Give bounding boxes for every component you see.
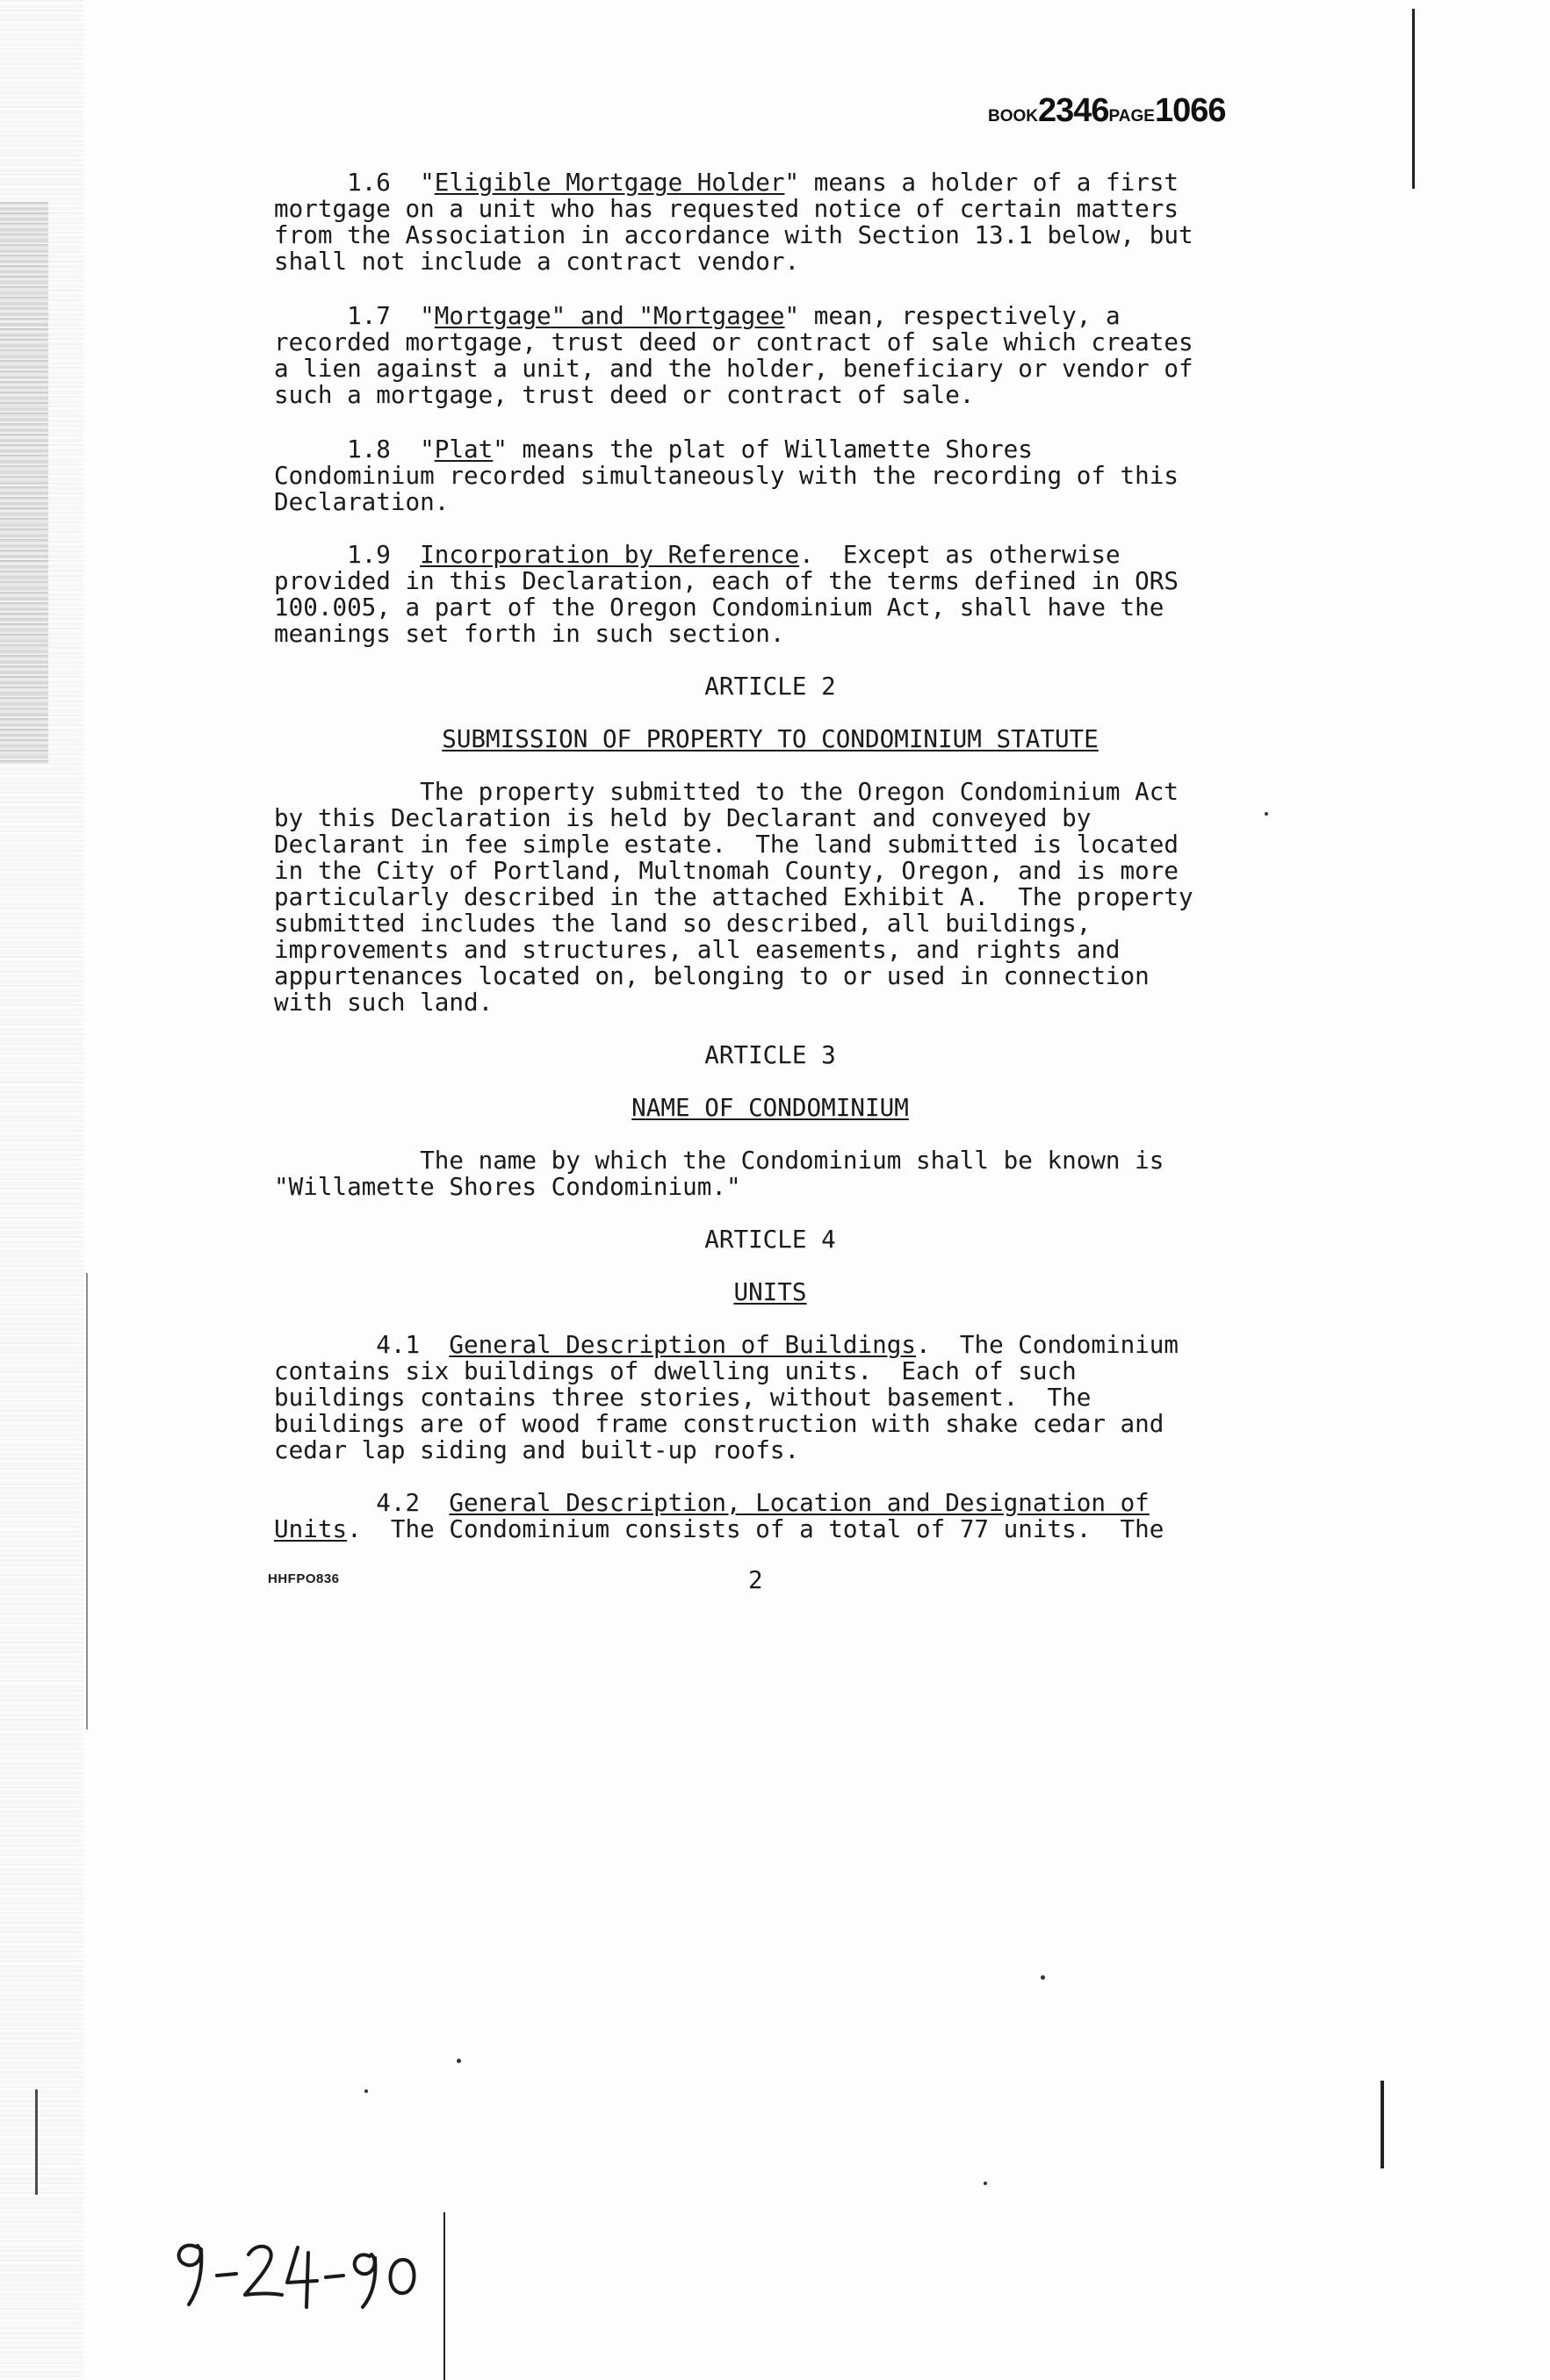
paragraph-line: The name by which the Condominium shall be known is bbox=[274, 1146, 1164, 1175]
section-heading-cont: Units bbox=[274, 1514, 348, 1543]
article-3-title: NAME OF CONDOMINIUM bbox=[631, 1093, 909, 1122]
paragraph-line: buildings are of wood frame construction with shake cedar and bbox=[274, 1409, 1164, 1438]
defined-term: Mortgagee bbox=[653, 301, 785, 330]
section-number: 4.2 bbox=[376, 1488, 421, 1517]
document-id: HHFPO836 bbox=[268, 1571, 340, 1586]
paragraph-line: Declaration. bbox=[274, 487, 450, 516]
scan-speck bbox=[457, 2059, 461, 2063]
paragraph-line: 100.005, a part of the Oregon Condominium Act, shall have the bbox=[274, 593, 1164, 622]
defined-term: Plat bbox=[434, 435, 494, 464]
section-1-6: 1.6 "Eligible Mortgage Holder" means a holder of a first mortgage on a unit who has requested notice of certain matters from the Association in accordance with Section 13.1 below, but shall not include a contract vendor. bbox=[274, 168, 1193, 276]
section-number: 1.6 bbox=[347, 168, 391, 197]
paragraph-line: The property submitted to the Oregon Condominium Act bbox=[274, 777, 1179, 806]
article-4-label: ARTICLE 4 bbox=[704, 1225, 836, 1254]
section-4-1: 4.1 General Description of Buildings. The Condominium contains six buildings of dwelling units. Each of such buildings contains three stories, without basement. The buildings are of wood frame construction with shake cedar and cedar lap siding and built-up roofs. bbox=[274, 1330, 1179, 1464]
paragraph-line: in the City of Portland, Multnomah County, Oregon, and is more bbox=[274, 856, 1179, 885]
book-number: 2346 bbox=[1038, 92, 1109, 129]
book-page-stamp bbox=[988, 92, 1226, 130]
defined-term: Mortgage bbox=[434, 301, 552, 330]
paragraph-line: by this Declaration is held by Declarant and conveyed by bbox=[274, 803, 1092, 832]
section-number: 1.9 bbox=[347, 540, 391, 569]
article-3-label: ARTICLE 3 bbox=[704, 1040, 836, 1069]
paragraph-line: such a mortgage, trust deed or contract of sale. bbox=[274, 380, 975, 409]
scan-speck bbox=[1041, 1975, 1045, 1980]
section-number: 4.1 bbox=[376, 1330, 421, 1359]
defined-term: Eligible Mortgage Holder bbox=[434, 168, 785, 197]
section-number: 1.8 bbox=[347, 435, 391, 464]
scan-speck bbox=[364, 2089, 368, 2093]
paragraph-line: mortgage on a unit who has requested notice of certain matters bbox=[274, 194, 1179, 223]
section-1-9: 1.9 Incorporation by Reference. Except as otherwise provided in this Declaration, each of the terms defined in ORS 100.005, a part of the Oregon Condominium Act, shall have the meanings set forth in such section. bbox=[274, 540, 1179, 648]
paragraph-line: buildings contains three stories, without basement. The bbox=[274, 1383, 1092, 1412]
scan-edge-artifact-dark bbox=[0, 202, 48, 764]
scan-bottom-line bbox=[443, 2212, 445, 2380]
scan-left-margin-line bbox=[35, 2089, 38, 2195]
paragraph-line: improvements and structures, all easements, and rights and bbox=[274, 935, 1121, 964]
scan-right-edge-line bbox=[1381, 2081, 1384, 2168]
paragraph-line: Condominium recorded simultaneously with the recording of this bbox=[274, 461, 1179, 490]
paragraph-line: particularly described in the attached Exhibit A. The property bbox=[274, 882, 1193, 911]
paragraph-line: Declarant in fee simple estate. The land submitted is located bbox=[274, 830, 1179, 859]
paragraph-line: cedar lap siding and built-up roofs. bbox=[274, 1435, 800, 1464]
paragraph-line: submitted includes the land so described, all buildings, bbox=[274, 909, 1092, 938]
paragraph-line: a lien against a unit, and the holder, beneficiary or vendor of bbox=[274, 354, 1193, 383]
paragraph-line: shall not include a contract vendor. bbox=[274, 247, 800, 276]
paragraph-line: provided in this Declaration, each of the terms defined in ORS bbox=[274, 566, 1179, 595]
page-label: PAGE bbox=[1108, 107, 1155, 126]
handwritten-date bbox=[162, 2212, 443, 2318]
article-2-body bbox=[274, 779, 1266, 1016]
scan-left-margin-line bbox=[86, 1273, 88, 1729]
scan-speck bbox=[984, 2182, 987, 2185]
paragraph-line: contains six buildings of dwelling units. Each of such bbox=[274, 1356, 1077, 1385]
section-number: 1.7 bbox=[347, 301, 391, 330]
section-heading: General Description, Location and Designation of bbox=[449, 1488, 1150, 1517]
section-1-8: 1.8 "Plat" means the plat of Willamette Shores Condominium recorded simultaneously with the recording of this Declaration. bbox=[274, 435, 1179, 516]
section-4-2: 4.2 General Description, Location and Designation of Units. The Condominium consists of a total of 77 units. The bbox=[274, 1488, 1164, 1543]
article-2-label: ARTICLE 2 bbox=[704, 672, 836, 701]
section-heading: General Description of Buildings bbox=[449, 1330, 916, 1359]
section-1-7: 1.7 "Mortgage" and "Mortgagee" mean, respectively, a recorded mortgage, trust deed or contract of sale which creates a lien against a unit, and the holder, beneficiary or vendor of such a mortgage, trust deed or contract of sale. bbox=[274, 301, 1193, 409]
article-3-body bbox=[274, 1147, 1266, 1200]
paragraph-line: meanings set forth in such section. bbox=[274, 619, 785, 648]
paragraph-line: appurtenances located on, belonging to or used in connection bbox=[274, 961, 1150, 990]
paragraph-line: "Willamette Shores Condominium." bbox=[274, 1172, 741, 1201]
article-2-title: SUBMISSION OF PROPERTY TO CONDOMINIUM STATUTE bbox=[442, 724, 1099, 753]
paragraph-line: with such land. bbox=[274, 988, 494, 1017]
section-heading: Incorporation by Reference bbox=[420, 540, 800, 569]
paragraph-line: from the Association in accordance with Section 13.1 below, but bbox=[274, 220, 1193, 249]
page-number: 1066 bbox=[1154, 92, 1226, 129]
book-label: BOOK bbox=[988, 107, 1038, 126]
paragraph-line: recorded mortgage, trust deed or contract of sale which creates bbox=[274, 327, 1193, 356]
scan-right-edge-line bbox=[1412, 9, 1415, 189]
page-number-footer: 2 bbox=[748, 1565, 763, 1594]
article-4-title: UNITS bbox=[733, 1277, 807, 1306]
